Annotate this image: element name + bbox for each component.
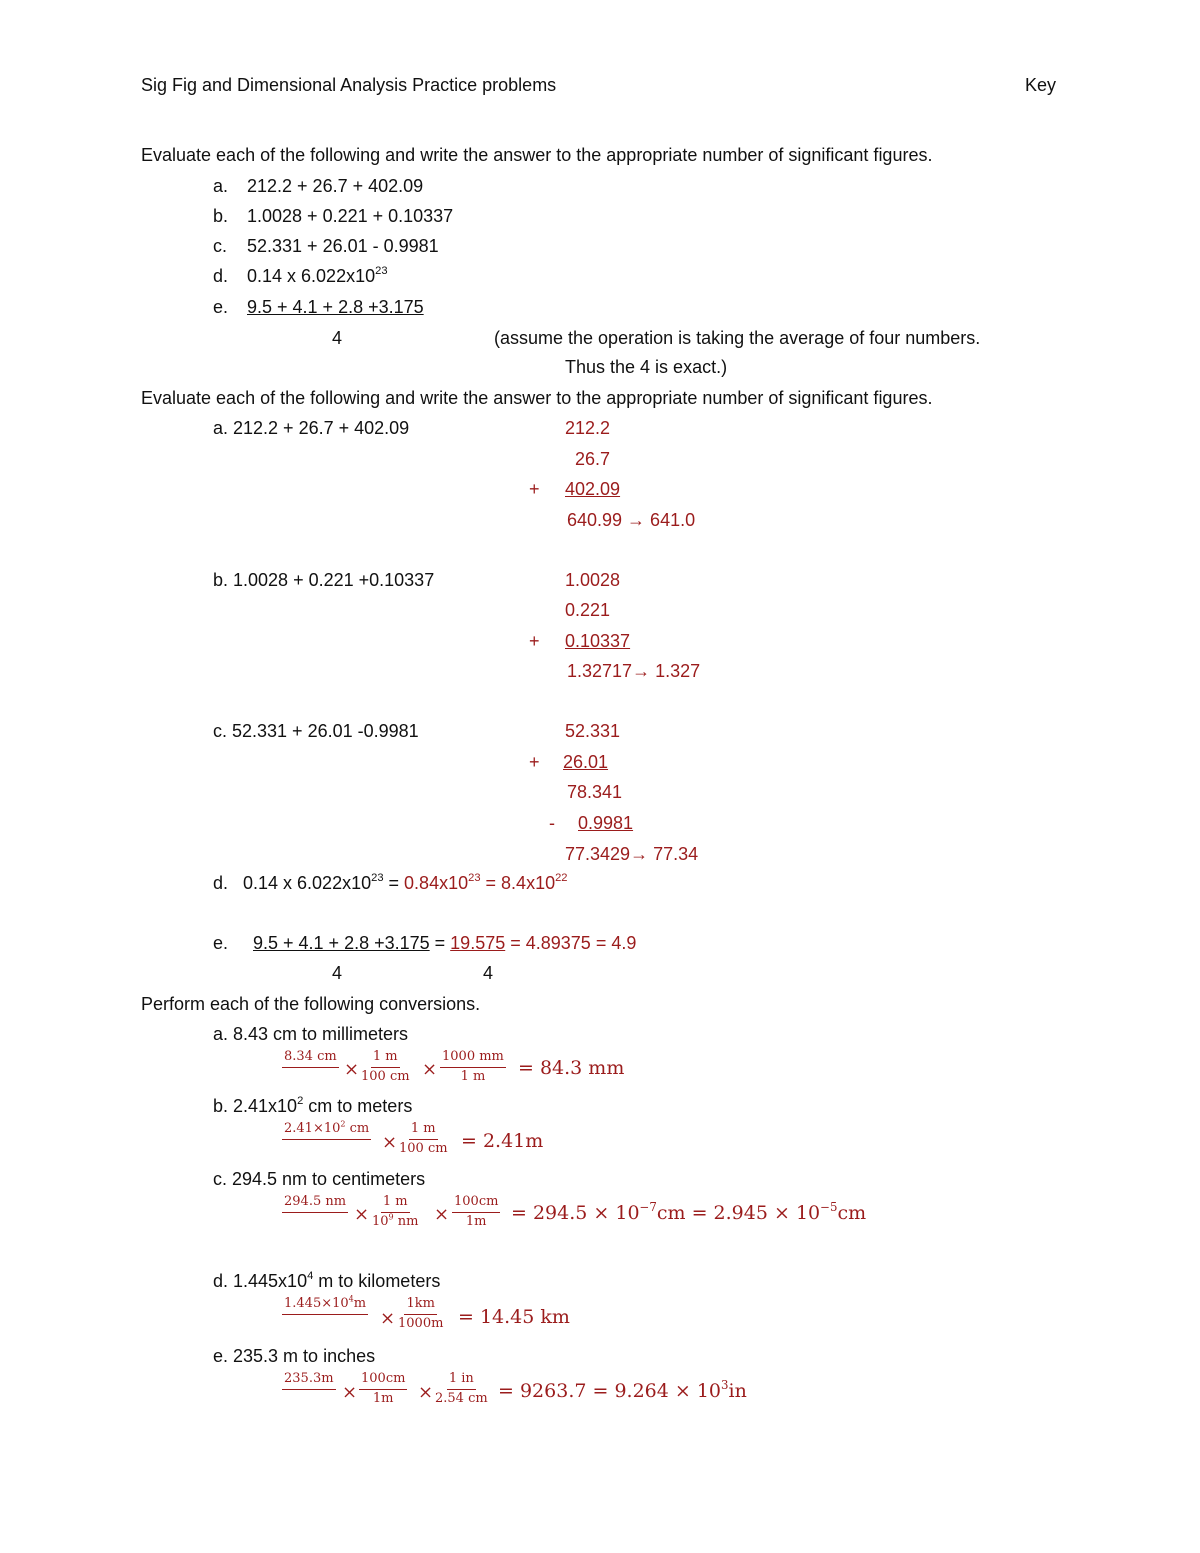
item-e-denominator: 4	[332, 328, 343, 348]
answer-e-label: e.	[213, 933, 229, 953]
conversion-d-fraction-1: $1.445\times 10^4m$	[282, 1297, 368, 1332]
answer-c-plus-sign: +	[529, 752, 540, 772]
answer-b-problem: b. 1.0028 + 0.221 +0.10337	[213, 570, 435, 590]
section2-instruction: Evaluate each of the following and write the answer to the appropriate number of significant figures.	[141, 388, 933, 408]
answer-a-problem: a. 212.2 + 26.7 + 402.09	[213, 418, 410, 438]
item-d-label: d.	[213, 266, 229, 286]
conversion-d-fraction-2: $\frac{1km}{1000m}$	[398, 1296, 444, 1331]
conversion-e-result: = $9263.7 = 9.264 \times 10^3in$	[498, 1377, 747, 1402]
conversion-c-times-1: ×	[354, 1204, 370, 1225]
page-title: Sig Fig and Dimensional Analysis Practice problems	[141, 75, 557, 95]
item-d-expression: 0.14 x $6.022x10^{23}$	[247, 265, 388, 286]
conversion-c-fraction-1: 294.5 nm	[282, 1195, 348, 1230]
answer-b-addend-2: 0.221	[565, 600, 611, 620]
item-a-expression: 212.2 + 26.7 + 402.09	[247, 176, 424, 196]
conversion-a-result: = 84.3 mm	[518, 1057, 625, 1079]
item-b-expression: 1.0028 + 0.221 + 0.10337	[247, 206, 454, 226]
conversion-a-fraction-1: 8.34 cm	[282, 1050, 339, 1085]
answer-b-plus-sign: +	[529, 631, 540, 651]
item-a-label: a.	[213, 176, 229, 196]
item-c-expression: 52.331 + 26.01 - 0.9981	[247, 236, 439, 256]
answer-a-addend-3: 402.09	[565, 479, 621, 499]
section1-instruction: Evaluate each of the following and write the answer to the appropriate number of significant figures.	[141, 145, 933, 165]
conversion-a-times-1: ×	[344, 1059, 360, 1080]
conversion-b-fraction-1: $2.41\times 10^2$ cm	[282, 1122, 371, 1157]
answer-key-label: Key	[1025, 75, 1057, 95]
conversion-a-times-2: ×	[422, 1059, 438, 1080]
conversion-b-prompt: b. $2.41x10^2$ cm to meters	[213, 1095, 413, 1116]
conversion-a-prompt: a. 8.43 cm to millimeters	[213, 1024, 409, 1044]
conversion-d-times: ×	[380, 1308, 396, 1329]
conversion-a-fraction-2: $\frac{1 m}{100 cm}$	[361, 1049, 410, 1084]
conversion-e-fraction-2: $\frac{100cm}{1m}$	[361, 1371, 406, 1406]
conversion-c-fraction-3: $\frac{100cm}{1m}$	[454, 1194, 499, 1229]
conversion-c-result: = $294.5 \times 10^{-7}cm = 2.945 \times 10^{-5}cm$	[511, 1199, 867, 1224]
conversion-e-prompt: e. 235.3 m to inches	[213, 1346, 376, 1366]
answer-c-term-3: 0.9981	[578, 813, 634, 833]
answer-b-addend-3: 0.10337	[565, 631, 631, 651]
conversion-c-fraction-2: $\frac{1 m}{10^9 nm}$	[372, 1194, 419, 1229]
answer-b-result: 1.32717→ 1.327	[567, 661, 701, 681]
answer-c-term-1: 52.331	[565, 721, 621, 741]
answer-c-result: 77.3429→ 77.34	[565, 844, 699, 864]
item-e-numerator: 9.5 + 4.1 + 2.8 +3.175	[247, 297, 424, 317]
conversion-e-fraction-3: $\frac{1 in}{2.54 cm}$	[435, 1371, 488, 1406]
conversion-d-prompt: d. $1.445x10^4$ m to kilometers	[213, 1270, 441, 1291]
conversion-e-times-2: ×	[418, 1382, 434, 1403]
conversion-e-fraction-1: 235.3m	[282, 1372, 336, 1407]
answer-c-minus-sign: -	[549, 813, 555, 833]
item-e-note-exact: Thus the 4 is exact.)	[565, 357, 728, 377]
answer-d-label: d.	[213, 873, 229, 893]
conversion-c-prompt: c. 294.5 nm to centimeters	[213, 1169, 426, 1189]
answer-c-subtotal: 78.341	[567, 782, 623, 802]
conversion-a-fraction-3: $\frac{1000 mm}{1 m}$	[442, 1049, 504, 1084]
answer-a-result: 640.99 → 641.0	[567, 510, 696, 530]
answer-e-expression: 9.5 + 4.1 + 2.8 +3.175 = 19.575 = 4.89375 = 4.9	[253, 933, 637, 953]
item-b-label: b.	[213, 206, 229, 226]
answer-e-denominator-2: 4	[483, 963, 494, 983]
conversion-e-times-1: ×	[342, 1382, 358, 1403]
answer-e-denominator-1: 4	[332, 963, 343, 983]
answer-c-problem: c. 52.331 + 26.01 -0.9981	[213, 721, 419, 741]
section3-instruction: Perform each of the following conversions.	[141, 994, 481, 1014]
conversion-d-result: = 14.45 km	[458, 1306, 570, 1328]
answer-a-addend-2: 26.7	[575, 449, 611, 469]
conversion-b-fraction-2: $\frac{1 m}{100 cm}$	[399, 1121, 448, 1156]
answer-c-term-2: 26.01	[563, 752, 609, 772]
conversion-c-times-2: ×	[434, 1204, 450, 1225]
answer-d-expression: 0.14 x $6.022x10^{23} = 0.84x10^{23} = 8.4x10^{22}$	[243, 872, 568, 893]
item-e-note: (assume the operation is taking the average of four numbers.	[494, 328, 981, 348]
conversion-b-result: = 2.41m	[461, 1130, 544, 1152]
item-e-label: e.	[213, 297, 229, 317]
answer-a-plus-sign: +	[529, 479, 540, 499]
conversion-b-times: ×	[382, 1132, 398, 1153]
answer-a-addend-1: 212.2	[565, 418, 611, 438]
answer-b-addend-1: 1.0028	[565, 570, 621, 590]
item-c-label: c.	[213, 236, 228, 256]
